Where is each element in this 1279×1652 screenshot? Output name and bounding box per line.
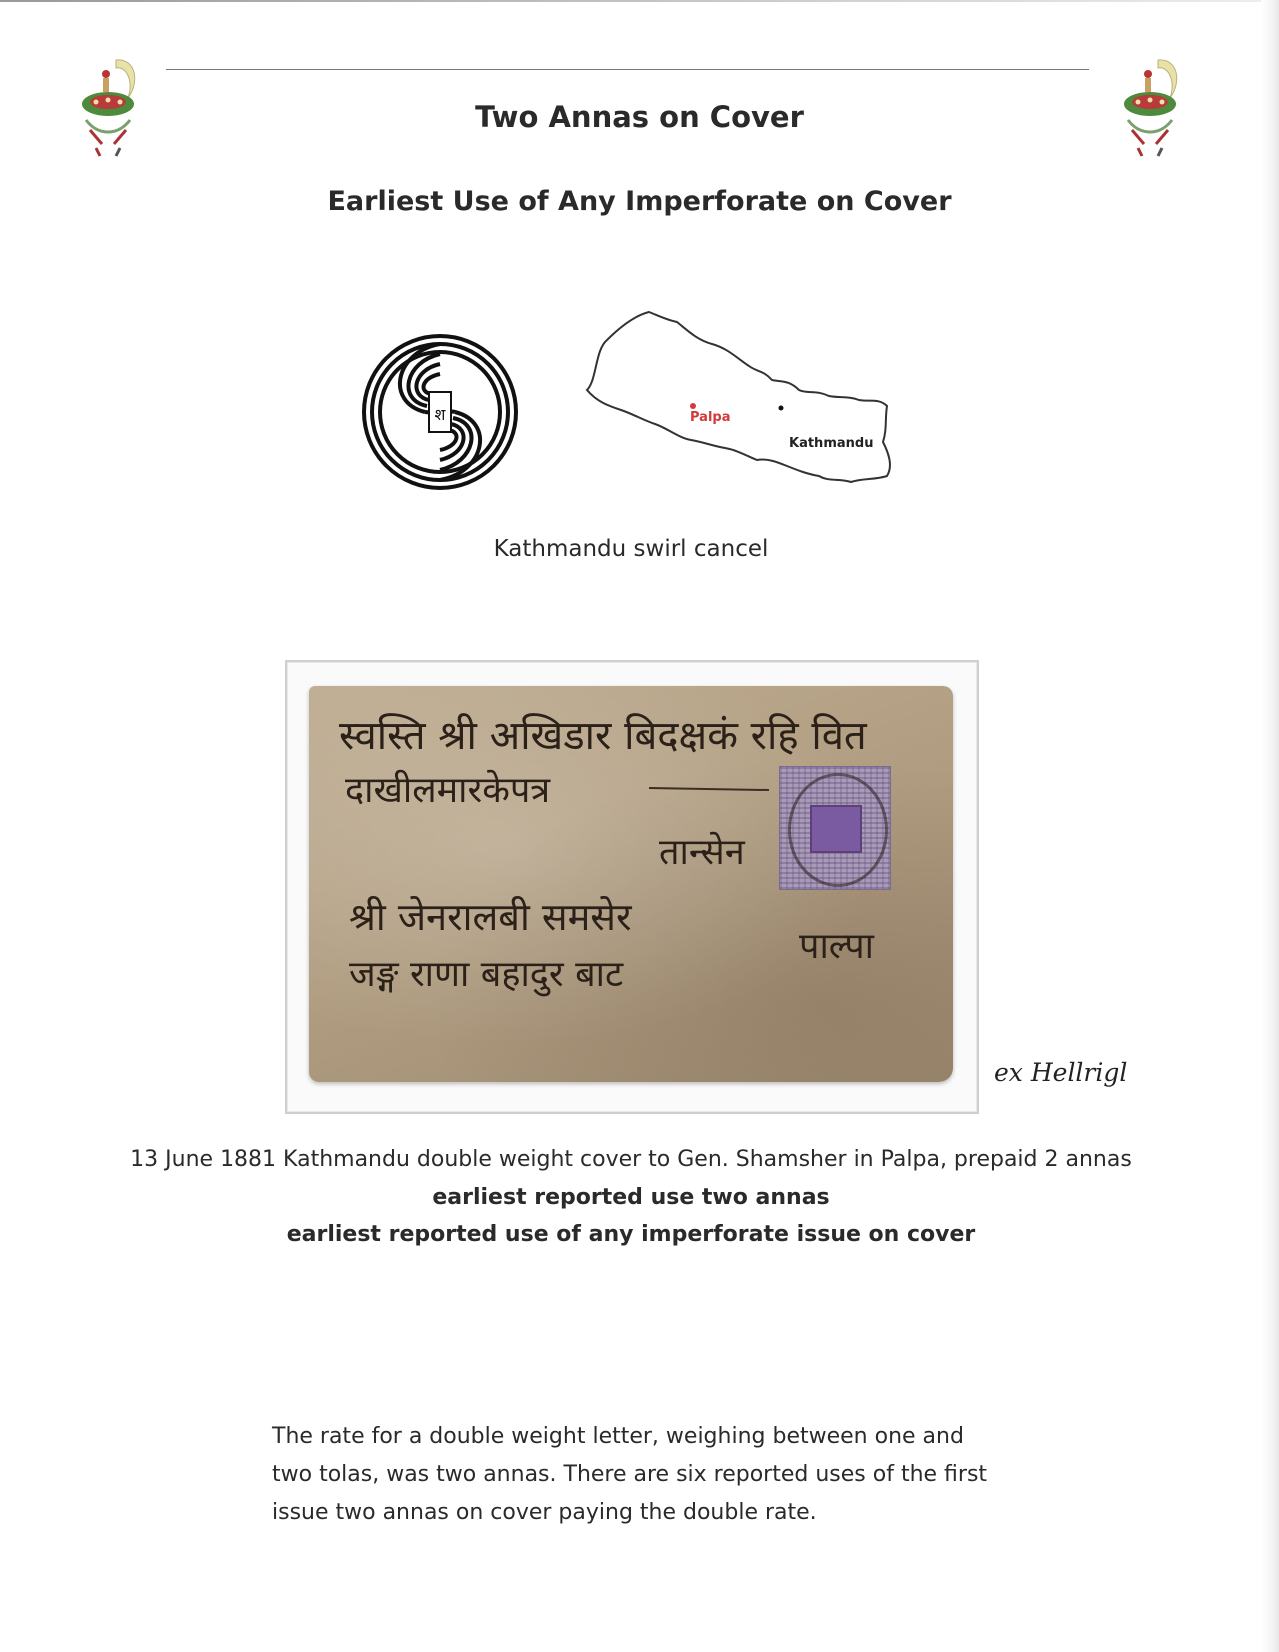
cover-image xyxy=(309,686,953,1082)
header-rule xyxy=(166,69,1089,70)
svg-text:श: श xyxy=(434,405,446,424)
paragraph-line: The rate for a double weight letter, weighing between one and xyxy=(272,1424,964,1449)
kathmandu-marker xyxy=(779,406,784,411)
cover-frame xyxy=(285,660,979,1114)
provenance-note: ex Hellrigl xyxy=(994,1058,1128,1087)
cover-highlight-2: earliest reported use of any imperforate issue on cover xyxy=(286,1222,976,1247)
page-subtitle: Earliest Use of Any Imperforate on Cover xyxy=(327,186,952,217)
map-label-kathmandu: Kathmandu xyxy=(789,436,874,451)
paragraph-line: issue two annas on cover paying the double rate. xyxy=(272,1500,817,1525)
page-right-shadow xyxy=(1261,0,1279,1652)
map-label-palpa: Palpa xyxy=(690,410,731,425)
two-annas-stamp xyxy=(779,766,891,890)
cover-script-line: जङ्ग राणा बहादुर बाट xyxy=(349,954,624,995)
cover-ink-line xyxy=(649,787,769,791)
cover-script-line: स्वस्ति श्री अखिडार बिदक्षकं रहि वित xyxy=(339,713,867,759)
stamp-cancel-mark xyxy=(788,773,888,887)
palpa-marker xyxy=(690,403,696,409)
swirl-cancel-icon xyxy=(355,322,525,502)
page-top-edge xyxy=(0,0,1279,2)
page-title: Two Annas on Cover xyxy=(475,100,804,134)
rate-paragraph xyxy=(272,1418,1032,1532)
cover-script-line: तान्सेन xyxy=(659,832,745,873)
cover-description: 13 June 1881 Kathmandu double weight cover to Gen. Shamsher in Palpa, prepaid 2 annas xyxy=(130,1147,1132,1172)
nepal-map xyxy=(567,310,917,500)
cover-script-line: पाल्पा xyxy=(799,926,874,967)
paragraph-line: two tolas, was two annas. There are six reported uses of the first xyxy=(272,1462,988,1487)
cover-script-line: श्री जेनरालबी समसेर xyxy=(349,895,632,939)
swirl-caption: Kathmandu swirl cancel xyxy=(493,536,769,562)
cover-highlight-1: earliest reported use two annas xyxy=(432,1185,830,1210)
cover-script-line: दाखीलमारकेपत्र xyxy=(345,770,551,811)
